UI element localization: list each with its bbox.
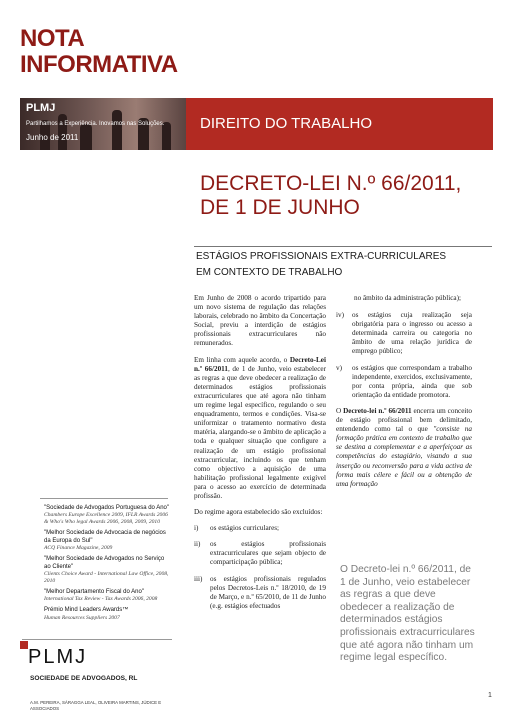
document-type-title [20,26,320,78]
subject-heading-line-2: EM CONTEXTO DE TRABALHO [196,267,343,278]
decree-title-line-2: DE 1 DE JUNHO [200,196,360,219]
decree-reference: Decreto-Lei n.º 66/2011 [194,355,326,373]
awards-divider [40,498,168,499]
award-title: "Melhor Sociedade de Advocacia de negócios da Europa do Sul" [44,530,166,544]
award-source: Chambers Europe Excellence 2009, IFLR Awards 2006 & Who's Who legal Awards 2006, 2008, 2009, 2010 [44,512,168,526]
section-bar [186,98,493,150]
award-item [44,607,172,621]
banner-brand-name: PLMJ [26,102,56,114]
list-item [194,540,326,567]
list-item [194,575,326,611]
p4-rest: encerra um conceito de estágio profissional bem delimitado, entendendo como tal o que [336,406,472,434]
subject-heading-line-1: ESTÁGIOS PROFISSIONAIS EXTRA-CURRICULARES [196,251,447,262]
subject-heading [196,249,492,281]
decree-title [200,172,500,220]
heading-divider [194,246,492,247]
body-paragraph-1: Em Junho de 2008 o acordo tripartido para um novo sistema de regulação das relações laborais, celebrado no âmbito da Concertação Social, previu a interdição de estágios profissionais extracurriculares não remunerados. [194,294,326,348]
award-title: Prémio Mind Leaders Awards™ [44,607,129,614]
logo-accent-square [20,641,28,649]
issue-date: Junho de 2011 [26,133,79,142]
decree-title-line-1: DECRETO-LEI N.º 66/2011, [200,172,462,195]
banner-tagline: Partilhamos a Experiência. Inovamos nas Soluções. [26,121,165,127]
list-item-text: os estágios profissionais extracurriculares que sejam objecto de comparticipação pública; [210,540,326,567]
p4-intro: O [336,406,344,415]
body-paragraph-3: Do regime agora estabelecido são excluídos: [194,508,323,517]
list-item-text: os estágios profissionais regulados pelos Decretos-Leis n.º 18/2010, de 19 de Março, e n.º 65/2010, de 11 de Junho (e.g. estágios efectuados [210,574,326,610]
section-label: DIREITO DO TRABALHO [200,115,372,132]
list-item-number: v) [336,363,342,372]
award-item [44,505,172,526]
title-line-2: INFORMATIVA [20,51,178,78]
p2-rest: , de 1 de Junho, veio estabelecer as regras a que deve obedecer a realização de determinados estágios profissionais extracurriculares que até agora não tinham um regime legal específico, regulando o seu enquadramento, termos e condições. Visa-se uniformizar o tratamento normativo desta matéria, alargando-se o âmbito de aplicação a toda e qualquer situação que configure a realização de um estágio profissional extracurricular, incluindo os que tenham como objectivo a aquisição de uma habilitação profissional legalmente exigível para o acesso ao exercício de determinada profissão. [194,364,326,500]
award-item [44,556,172,585]
award-source: International Tax Review - Tax Awards 2006, 2008 [44,596,158,603]
awards-list [44,505,172,626]
list-item-text: os estágios que correspondam a trabalho independente, exercidos, exclusivamente, por conta própria, ainda que sob orientação da entidade promotora. [352,363,472,399]
list-item-number: i) [194,524,199,533]
pull-quote: O Decreto-lei n.º 66/2011, de 1 de Junho, veio estabelecer as regras a que deve obedecer a realização de determinados estágios profissionais extracurriculares que até agora não tinham um regime legal específico. [340,564,475,664]
award-item [44,530,172,552]
award-item [44,589,172,603]
list-item-number: ii) [194,540,201,549]
definition-quote: "consiste na formação prática em contexto de trabalho que se destina a complementar e a aperfeiçoar as competências do estagiário, visando a sua inserção ou reconversão para a vida activa de forma mais célere e fácil ou a obtenção de uma formação [336,425,472,488]
body-column-right [336,294,472,496]
list-item [194,524,326,533]
decree-reference: Decreto-lei n.º 66/2011 [343,406,412,415]
award-title: "Melhor Sociedade de Advogados no Serviço ao Cliente" [44,556,165,570]
award-source: ACQ Finance Magazine, 2009 [44,545,113,552]
firm-partners: A.M. PEREIRA, SÁRAGGA LEAL, OLIVEIRA MARTINS, JÚDICE E ASSOCIADOS [30,700,162,711]
body-column-left [194,294,326,618]
body-paragraph-2 [194,356,326,502]
p2-intro: Em linha com aquele acordo, o [194,355,290,364]
award-source: Clients Choice Award - International Law Office, 2008, 2010 [44,571,169,585]
list-item-text: os estágios curriculares; [210,524,280,533]
award-title: "Sociedade de Advogados Portuguesa do Ano" [44,505,170,511]
body-paragraph-4 [336,407,472,489]
list-item-number: iv) [336,311,344,320]
list-item [336,311,472,356]
award-title: "Melhor Departamento Fiscal do Ano" [44,589,144,596]
award-source: Human Resources Suppliers 2007 [44,614,120,621]
list-item-text: os estágios cuja realização seja obrigatória para o ingresso ou acesso a determinada carreira ou categoria no âmbito de uma relação jurídica de emprego público; [352,311,472,356]
title-line-1: NOTA [20,25,85,52]
firm-logo: PLMJ [28,646,88,668]
firm-subtitle: SOCIEDADE DE ADVOGADOS, RL [30,675,138,682]
logo-divider [22,639,172,640]
page-number: 1 [488,692,492,699]
list-item-number: iii) [194,574,203,583]
list-item [336,364,472,400]
list-item-continuation: no âmbito da administração pública); [354,294,461,302]
